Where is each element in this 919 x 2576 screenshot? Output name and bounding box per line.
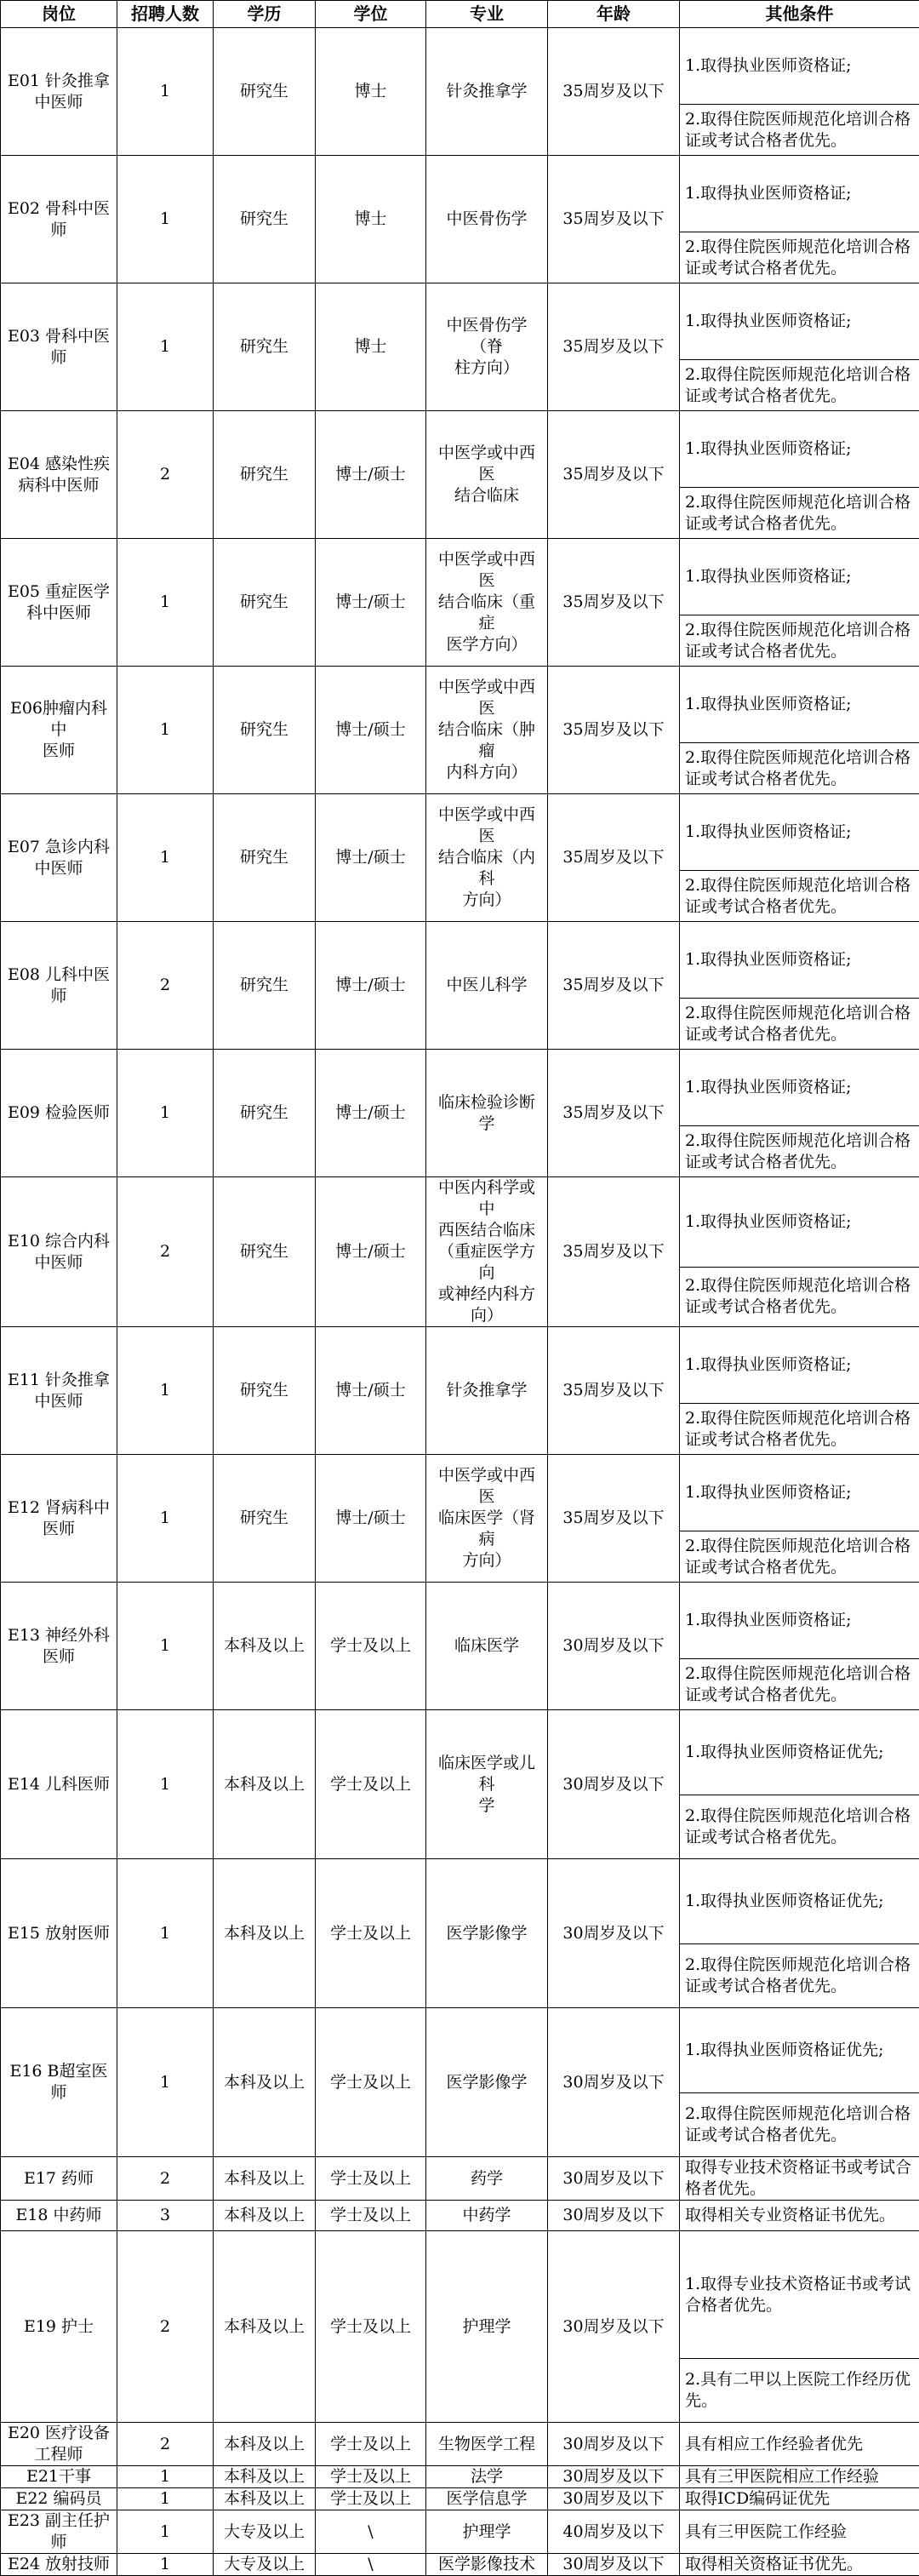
post-line: E16 B超室医师 — [4, 2061, 113, 2104]
education-cell: 研究生 — [214, 28, 316, 156]
post-line: 中医师 — [4, 1391, 113, 1412]
count-cell: 1 — [117, 1859, 214, 2008]
table-row — [1, 922, 919, 999]
post-cell — [1, 411, 117, 539]
condition-cell: 1.取得执业医师资格证; — [680, 1327, 919, 1404]
degree-cell: 学士及以上 — [316, 2423, 426, 2466]
age-cell: 30周岁及以下 — [548, 2488, 680, 2510]
post-cell — [1, 1859, 117, 2008]
major-line: 中药学 — [431, 2205, 542, 2226]
count-cell: 1 — [117, 2008, 214, 2157]
condition-cell: 1.取得执业医师资格证优先; — [680, 1710, 919, 1795]
major-line: 临床检验诊断学 — [431, 1092, 542, 1135]
table-row — [1, 2510, 919, 2554]
major-line: 内科方向） — [431, 762, 542, 783]
header-count: 招聘人数 — [117, 1, 214, 28]
major-cell — [426, 2008, 548, 2157]
count-cell: 1 — [117, 1050, 214, 1177]
age-cell: 30周岁及以下 — [548, 2231, 680, 2423]
major-cell — [426, 1050, 548, 1177]
condition-cell: 2.取得住院医师规范化培训合格证或考试合格者优先。 — [680, 1795, 919, 1859]
post-line: E13 神经外科 — [4, 1625, 113, 1646]
table-row — [1, 156, 919, 232]
post-line: E04 感染性疾 — [4, 454, 113, 475]
count-cell: 1 — [117, 1583, 214, 1710]
education-cell: 研究生 — [214, 283, 316, 411]
education-cell: 研究生 — [214, 1177, 316, 1327]
post-line: E21干事 — [4, 2466, 113, 2487]
degree-cell: 学士及以上 — [316, 2201, 426, 2231]
table-row — [1, 1327, 919, 1404]
condition-cell: 1.取得执业医师资格证; — [680, 1050, 919, 1126]
major-cell — [426, 2201, 548, 2231]
major-line: 西医结合临床 — [431, 1220, 542, 1241]
major-line: 临床医学或儿科 — [431, 1753, 542, 1795]
table-row — [1, 2157, 919, 2201]
condition-cell: 2.取得住院医师规范化培训合格证或考试合格者优先。 — [680, 871, 919, 922]
count-cell: 2 — [117, 1177, 214, 1327]
major-line: 临床医学 — [431, 1635, 542, 1657]
major-line: 柱方向） — [431, 358, 542, 379]
condition-cell: 取得相关资格证书优先。 — [680, 2554, 919, 2576]
major-line: 中医学或中西医 — [431, 677, 542, 719]
condition-cell: 2.取得住院医师规范化培训合格证或考试合格者优先。 — [680, 2093, 919, 2157]
post-line: E19 护士 — [4, 2316, 113, 2338]
major-line: 针灸推拿学 — [431, 1380, 542, 1401]
major-cell — [426, 28, 548, 156]
post-cell — [1, 2554, 117, 2576]
major-line: 方向） — [431, 890, 542, 911]
count-cell: 1 — [117, 2488, 214, 2510]
education-cell: 大专及以上 — [214, 2510, 316, 2554]
education-cell: 本科及以上 — [214, 1859, 316, 2008]
count-cell: 2 — [117, 2423, 214, 2466]
degree-cell: 学士及以上 — [316, 1583, 426, 1710]
major-cell — [426, 539, 548, 667]
major-line: 中医学或中西医 — [431, 443, 542, 485]
education-cell: 研究生 — [214, 156, 316, 283]
major-cell — [426, 2466, 548, 2488]
age-cell: 35周岁及以下 — [548, 283, 680, 411]
major-cell — [426, 283, 548, 411]
table-row — [1, 1177, 919, 1268]
major-cell — [426, 2488, 548, 2510]
education-cell: 本科及以上 — [214, 2488, 316, 2510]
table-row — [1, 2008, 919, 2093]
post-line: 师 — [4, 986, 113, 1007]
post-cell — [1, 1583, 117, 1710]
post-line: E10 综合内科 — [4, 1231, 113, 1252]
condition-cell: 1.取得执业医师资格证; — [680, 411, 919, 488]
condition-cell: 2.取得住院医师规范化培训合格证或考试合格者优先。 — [680, 1659, 919, 1710]
education-cell: 本科及以上 — [214, 2008, 316, 2157]
major-line: （重症医学方向 — [431, 1241, 542, 1284]
post-line: E01 针灸推拿 — [4, 71, 113, 92]
education-cell: 本科及以上 — [214, 2201, 316, 2231]
condition-cell: 取得专业技术资格证书或考试合格者优先。 — [680, 2157, 919, 2201]
post-line: 师 — [4, 2532, 113, 2553]
age-cell: 35周岁及以下 — [548, 1177, 680, 1327]
post-line: E07 急诊内科 — [4, 837, 113, 858]
education-cell: 大专及以上 — [214, 2554, 316, 2576]
education-cell: 本科及以上 — [214, 1710, 316, 1859]
major-cell — [426, 794, 548, 922]
count-cell: 1 — [117, 156, 214, 283]
post-line: 医师 — [4, 741, 113, 762]
post-line: 中医师 — [4, 92, 113, 113]
degree-cell: 学士及以上 — [316, 2488, 426, 2510]
major-cell — [426, 2231, 548, 2423]
post-line: 病科中医师 — [4, 475, 113, 496]
degree-cell: 学士及以上 — [316, 2008, 426, 2157]
degree-cell: 博士/硕士 — [316, 539, 426, 667]
degree-cell: \ — [316, 2554, 426, 2576]
post-cell — [1, 2488, 117, 2510]
condition-cell: 2.取得住院医师规范化培训合格证或考试合格者优先。 — [680, 1944, 919, 2008]
post-line: E22 编码员 — [4, 2488, 113, 2510]
degree-cell: 博士 — [316, 28, 426, 156]
post-line: E11 针灸推拿 — [4, 1370, 113, 1391]
major-line: 医学信息学 — [431, 2488, 542, 2510]
condition-cell: 2.取得住院医师规范化培训合格证或考试合格者优先。 — [680, 615, 919, 667]
table-row — [1, 1859, 919, 1944]
age-cell: 30周岁及以下 — [548, 1583, 680, 1710]
header-major: 专业 — [426, 1, 548, 28]
post-cell — [1, 2231, 117, 2423]
post-cell — [1, 539, 117, 667]
header-degree: 学位 — [316, 1, 426, 28]
major-cell — [426, 2510, 548, 2554]
table-row — [1, 539, 919, 615]
post-line: 科中医师 — [4, 603, 113, 624]
condition-cell: 具有相应工作经验者优先 — [680, 2423, 919, 2466]
count-cell: 1 — [117, 283, 214, 411]
post-cell — [1, 1327, 117, 1455]
age-cell: 40周岁及以下 — [548, 2510, 680, 2554]
degree-cell: 博士/硕士 — [316, 922, 426, 1050]
major-cell — [426, 667, 548, 794]
condition-cell: 取得相关专业资格证书优先。 — [680, 2201, 919, 2231]
major-line: 结合临床（肿瘤 — [431, 719, 542, 762]
education-cell: 研究生 — [214, 922, 316, 1050]
condition-cell: 1.取得执业医师资格证; — [680, 156, 919, 232]
post-line: E03 骨科中医 — [4, 326, 113, 347]
condition-cell: 取得ICD编码证优先 — [680, 2488, 919, 2510]
count-cell: 1 — [117, 2466, 214, 2488]
post-line: E15 放射医师 — [4, 1923, 113, 1944]
age-cell: 35周岁及以下 — [548, 28, 680, 156]
table-row — [1, 2466, 919, 2488]
degree-cell: 博士/硕士 — [316, 794, 426, 922]
degree-cell: 博士/硕士 — [316, 1177, 426, 1327]
post-cell — [1, 1177, 117, 1327]
post-cell — [1, 2008, 117, 2157]
age-cell: 30周岁及以下 — [548, 2423, 680, 2466]
condition-cell: 1.取得执业医师资格证; — [680, 1177, 919, 1268]
post-cell — [1, 2466, 117, 2488]
major-cell — [426, 1710, 548, 1859]
table-row — [1, 2231, 919, 2359]
table-row — [1, 1710, 919, 1795]
table-row — [1, 667, 919, 743]
major-line: 方向） — [431, 1550, 542, 1571]
education-cell: 本科及以上 — [214, 2157, 316, 2201]
major-line: 结合临床（内科 — [431, 847, 542, 890]
major-line: 药学 — [431, 2168, 542, 2190]
post-line: E06肿瘤内科中 — [4, 698, 113, 741]
condition-cell: 1.取得执业医师资格证; — [680, 1583, 919, 1659]
age-cell: 30周岁及以下 — [548, 2008, 680, 2157]
table-row — [1, 2423, 919, 2466]
condition-cell: 2.取得住院医师规范化培训合格证或考试合格者优先。 — [680, 1531, 919, 1583]
table-row — [1, 1455, 919, 1531]
post-line: E08 儿科中医 — [4, 965, 113, 986]
post-cell — [1, 1455, 117, 1583]
major-line: 中医学或中西医 — [431, 804, 542, 847]
age-cell: 35周岁及以下 — [548, 411, 680, 539]
table-body — [1, 1, 919, 2576]
degree-cell: 博士/硕士 — [316, 1455, 426, 1583]
post-line: E14 儿科医师 — [4, 1774, 113, 1795]
major-line: 中医儿科学 — [431, 975, 542, 996]
post-line: E24 放射技师 — [4, 2554, 113, 2575]
major-cell — [426, 411, 548, 539]
education-cell: 研究生 — [214, 794, 316, 922]
education-cell: 研究生 — [214, 539, 316, 667]
degree-cell: \ — [316, 2510, 426, 2554]
major-line: 中医骨伤学 — [431, 209, 542, 230]
age-cell: 35周岁及以下 — [548, 1327, 680, 1455]
table-row — [1, 411, 919, 488]
major-line: 中医学或中西医 — [431, 1465, 542, 1508]
count-cell: 1 — [117, 1455, 214, 1583]
condition-cell: 1.取得执业医师资格证; — [680, 283, 919, 360]
condition-cell: 2.取得住院医师规范化培训合格证或考试合格者优先。 — [680, 488, 919, 539]
age-cell: 30周岁及以下 — [548, 2554, 680, 2576]
post-line: 医师 — [4, 1646, 113, 1668]
post-cell — [1, 28, 117, 156]
major-line: 医学影像学 — [431, 2072, 542, 2093]
table-row — [1, 1050, 919, 1126]
count-cell: 1 — [117, 539, 214, 667]
major-line: 中医学或中西医 — [431, 549, 542, 592]
count-cell: 1 — [117, 1327, 214, 1455]
condition-cell: 1.取得执业医师资格证; — [680, 794, 919, 871]
post-line: E02 骨科中医 — [4, 198, 113, 220]
education-cell: 研究生 — [214, 1455, 316, 1583]
post-line: E20 医疗设备 — [4, 2423, 113, 2444]
count-cell: 3 — [117, 2201, 214, 2231]
condition-cell: 具有三甲医院相应工作经验 — [680, 2466, 919, 2488]
table-row — [1, 28, 919, 105]
condition-cell: 2.取得住院医师规范化培训合格证或考试合格者优先。 — [680, 1267, 919, 1326]
major-line: 学 — [431, 1795, 542, 1817]
age-cell: 35周岁及以下 — [548, 922, 680, 1050]
header-post: 岗位 — [1, 1, 117, 28]
post-cell — [1, 667, 117, 794]
major-line: 结合临床 — [431, 485, 542, 507]
age-cell: 30周岁及以下 — [548, 2201, 680, 2231]
major-cell — [426, 2423, 548, 2466]
post-cell — [1, 2423, 117, 2466]
education-cell: 研究生 — [214, 411, 316, 539]
condition-cell: 1.取得执业医师资格证; — [680, 922, 919, 999]
degree-cell: 博士/硕士 — [316, 1327, 426, 1455]
degree-cell: 学士及以上 — [316, 1859, 426, 2008]
post-line: 师 — [4, 220, 113, 241]
table-row — [1, 283, 919, 360]
education-cell: 本科及以上 — [214, 2466, 316, 2488]
degree-cell: 学士及以上 — [316, 2157, 426, 2201]
post-line: 师 — [4, 347, 113, 369]
count-cell: 1 — [117, 667, 214, 794]
count-cell: 1 — [117, 2510, 214, 2554]
degree-cell: 学士及以上 — [316, 2231, 426, 2423]
condition-cell: 2.取得住院医师规范化培训合格证或考试合格者优先。 — [680, 360, 919, 411]
major-line: 向） — [431, 1305, 542, 1326]
count-cell: 1 — [117, 28, 214, 156]
age-cell: 35周岁及以下 — [548, 1455, 680, 1583]
post-line: E23 副主任护 — [4, 2510, 113, 2532]
header-conditions: 其他条件 — [680, 1, 919, 28]
post-cell — [1, 2510, 117, 2554]
major-line: 针灸推拿学 — [431, 81, 542, 102]
major-cell — [426, 1177, 548, 1327]
major-cell — [426, 156, 548, 283]
age-cell: 35周岁及以下 — [548, 539, 680, 667]
table-row — [1, 2554, 919, 2576]
major-line: 医学方向） — [431, 634, 542, 655]
count-cell: 1 — [117, 1710, 214, 1859]
post-line: 医师 — [4, 1519, 113, 1540]
condition-cell: 1.取得执业医师资格证; — [680, 539, 919, 615]
major-line: 护理学 — [431, 2316, 542, 2338]
major-line: 中医骨伤学（脊 — [431, 315, 542, 358]
major-line: 法学 — [431, 2466, 542, 2487]
degree-cell: 学士及以上 — [316, 2466, 426, 2488]
condition-cell: 1.取得执业医师资格证; — [680, 28, 919, 105]
table-row — [1, 2201, 919, 2231]
degree-cell: 博士/硕士 — [316, 1050, 426, 1177]
condition-cell: 1.取得执业医师资格证优先; — [680, 2008, 919, 2093]
count-cell: 2 — [117, 2157, 214, 2201]
post-line: E09 检验医师 — [4, 1102, 113, 1124]
post-cell — [1, 2157, 117, 2201]
condition-cell: 1.取得执业医师资格证; — [680, 667, 919, 743]
table-row — [1, 794, 919, 871]
education-cell: 研究生 — [214, 1327, 316, 1455]
count-cell: 1 — [117, 2554, 214, 2576]
major-line: 护理学 — [431, 2522, 542, 2543]
major-line: 生物医学工程 — [431, 2434, 542, 2455]
post-cell — [1, 2201, 117, 2231]
condition-cell: 2.取得住院医师规范化培训合格证或考试合格者优先。 — [680, 232, 919, 283]
condition-cell: 2.取得住院医师规范化培训合格证或考试合格者优先。 — [680, 1404, 919, 1455]
major-cell — [426, 1455, 548, 1583]
condition-cell: 具有三甲医院工作经验 — [680, 2510, 919, 2554]
age-cell: 30周岁及以下 — [548, 1859, 680, 2008]
major-line: 或神经内科方 — [431, 1284, 542, 1305]
major-cell — [426, 2554, 548, 2576]
count-cell: 1 — [117, 794, 214, 922]
major-line: 结合临床（重症 — [431, 592, 542, 634]
post-cell — [1, 794, 117, 922]
degree-cell: 博士/硕士 — [316, 667, 426, 794]
table-row — [1, 1583, 919, 1659]
age-cell: 35周岁及以下 — [548, 1050, 680, 1177]
education-cell: 本科及以上 — [214, 2423, 316, 2466]
condition-cell: 2.取得住院医师规范化培训合格证或考试合格者优先。 — [680, 999, 919, 1050]
major-line: 医学影像学 — [431, 1923, 542, 1944]
age-cell: 30周岁及以下 — [548, 2466, 680, 2488]
post-line: 中医师 — [4, 858, 113, 879]
post-line: E12 肾病科中 — [4, 1497, 113, 1519]
post-cell — [1, 156, 117, 283]
major-cell — [426, 1583, 548, 1710]
degree-cell: 博士 — [316, 283, 426, 411]
major-cell — [426, 922, 548, 1050]
post-cell — [1, 922, 117, 1050]
condition-cell: 2.具有二甲以上医院工作经历优先。 — [680, 2359, 919, 2423]
post-line: 工程师 — [4, 2444, 113, 2465]
age-cell: 30周岁及以下 — [548, 1710, 680, 1859]
degree-cell: 博士 — [316, 156, 426, 283]
major-cell — [426, 1859, 548, 2008]
education-cell: 研究生 — [214, 1050, 316, 1177]
age-cell: 35周岁及以下 — [548, 667, 680, 794]
header-age: 年龄 — [548, 1, 680, 28]
major-line: 临床医学（肾病 — [431, 1508, 542, 1550]
condition-cell: 1.取得执业医师资格证; — [680, 1455, 919, 1531]
condition-cell: 2.取得住院医师规范化培训合格证或考试合格者优先。 — [680, 105, 919, 156]
post-line: 中医师 — [4, 1252, 113, 1274]
major-cell — [426, 1327, 548, 1455]
post-line: E05 重症医学 — [4, 581, 113, 603]
header-education: 学历 — [214, 1, 316, 28]
condition-cell: 1.取得执业医师资格证优先; — [680, 1859, 919, 1944]
table-row — [1, 2488, 919, 2510]
age-cell: 35周岁及以下 — [548, 156, 680, 283]
degree-cell: 学士及以上 — [316, 1710, 426, 1859]
condition-cell: 1.取得专业技术资格证书或考试合格者优先。 — [680, 2231, 919, 2359]
education-cell: 研究生 — [214, 667, 316, 794]
count-cell: 2 — [117, 922, 214, 1050]
education-cell: 本科及以上 — [214, 1583, 316, 1710]
condition-cell: 2.取得住院医师规范化培训合格证或考试合格者优先。 — [680, 1126, 919, 1177]
age-cell: 35周岁及以下 — [548, 794, 680, 922]
major-line: 医学影像技术 — [431, 2554, 542, 2575]
post-cell — [1, 283, 117, 411]
major-line: 中医内科学或中 — [431, 1177, 542, 1220]
degree-cell: 博士/硕士 — [316, 411, 426, 539]
post-line: E18 中药师 — [4, 2205, 113, 2226]
count-cell: 2 — [117, 411, 214, 539]
post-cell — [1, 1710, 117, 1859]
count-cell: 2 — [117, 2231, 214, 2423]
age-cell: 30周岁及以下 — [548, 2157, 680, 2201]
condition-cell: 2.取得住院医师规范化培训合格证或考试合格者优先。 — [680, 743, 919, 794]
education-cell: 本科及以上 — [214, 2231, 316, 2423]
header-row — [1, 1, 919, 28]
post-cell — [1, 1050, 117, 1177]
major-cell — [426, 2157, 548, 2201]
post-line: E17 药师 — [4, 2168, 113, 2190]
